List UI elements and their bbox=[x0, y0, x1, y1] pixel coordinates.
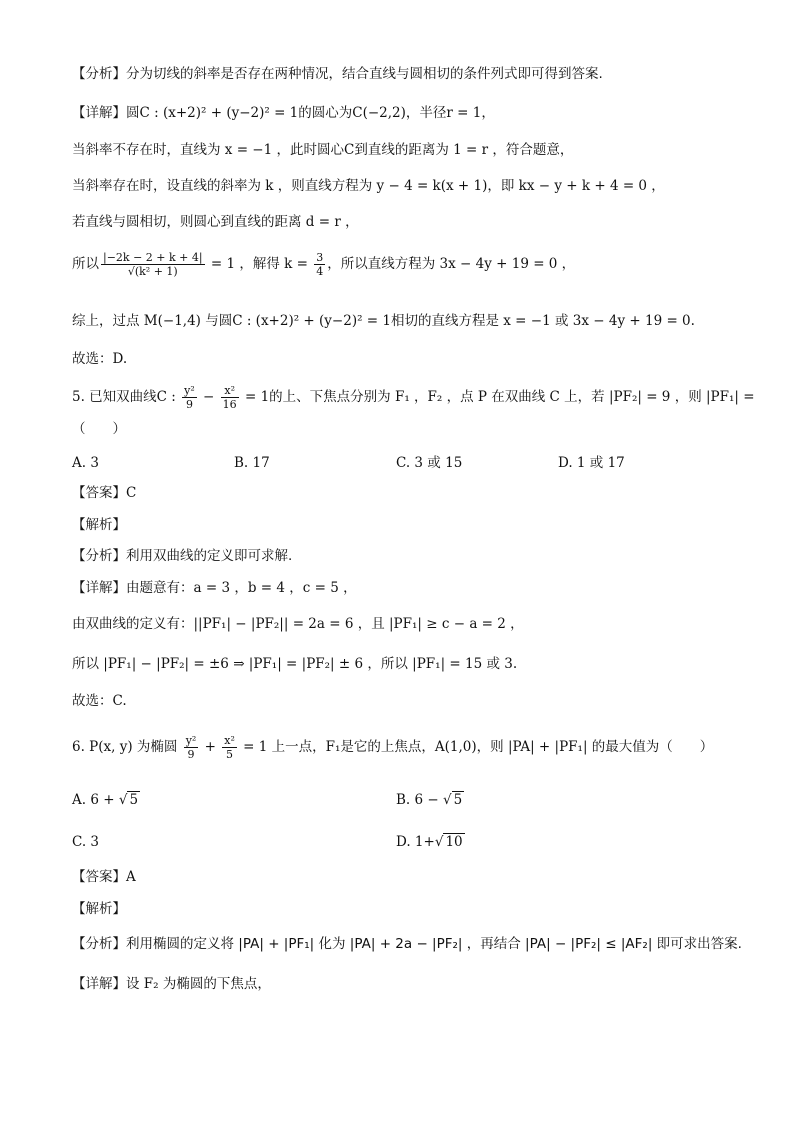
formula-line bbox=[72, 251, 575, 278]
text-line: 综上，过点 M(−1,4) 与圆C : (x+2)² + (y−2)² = 1相切的直线方程是 x = −1 或 3x − 4y + 19 = 0. bbox=[72, 313, 695, 329]
text-line: 故选：D. bbox=[72, 351, 128, 367]
solution-heading: 【解析】 bbox=[72, 901, 126, 917]
fraction-numerator: x² bbox=[221, 384, 239, 398]
analysis-line bbox=[72, 64, 603, 84]
text-fragment: = 1 上一点，F₁是它的上焦点，A(1,0)，则 |PA| + |PF₁| 的最大值为（ ） bbox=[238, 739, 714, 755]
text-line: 由双曲线的定义有：||PF₁| − |PF₂|| = 2a = 6 ，且 |PF₁| ≥ c − a = 2 ， bbox=[72, 616, 524, 632]
analysis-line bbox=[72, 546, 292, 566]
fraction-denominator: 16 bbox=[222, 398, 237, 411]
detail-line bbox=[72, 103, 495, 123]
fraction-denominator: 5 bbox=[226, 748, 234, 761]
option-a: A. 6 + √ 5 bbox=[72, 792, 139, 808]
analysis-text: 利用椭圆的定义将 |PA| + |PF₁| 化为 |PA| + 2a − |PF₂| ，再结合 |PA| − |PF₂| ≤ |AF₂| 即可求出答案. bbox=[126, 936, 742, 952]
option-a-text: A. 6 + bbox=[72, 792, 119, 808]
fraction bbox=[182, 384, 197, 411]
analysis-text: 利用双曲线的定义即可求解. bbox=[126, 548, 293, 564]
option-a: A. 3 bbox=[72, 455, 99, 471]
question-5-stem bbox=[72, 384, 755, 411]
text-line: 所以 |PF₁| − |PF₂| = ±6 ⇒ |PF₁| = |PF₂| ± 6 ，所以 |PF₁| = 15 或 3. bbox=[72, 656, 518, 672]
answer-tag: 【答案】 bbox=[72, 485, 126, 501]
fraction-numerator: 3 bbox=[316, 251, 324, 264]
detail-text: 设 F₂ 为椭圆的下焦点， bbox=[126, 976, 271, 992]
analysis-tag: 【分析】 bbox=[72, 66, 126, 82]
fraction-denominator: 9 bbox=[187, 748, 195, 761]
option-b-text: B. 6 − bbox=[396, 792, 443, 808]
option-d-text: D. 1+ bbox=[396, 834, 435, 850]
fraction-numerator: |−2k − 2 + k + 4| bbox=[103, 251, 203, 264]
detail-tag: 【详解】 bbox=[72, 580, 126, 596]
detail-text: 圆C : (x+2)² + (y−2)² = 1的圆心为C(−2,2)，半径r = 1， bbox=[126, 105, 495, 121]
detail-text: 由题意有：a = 3 ，b = 4 ，c = 5 ， bbox=[126, 580, 357, 596]
analysis-text: 分为切线的斜率是否存在两种情况，结合直线与圆相切的条件列式即可得到答案. bbox=[126, 66, 603, 82]
radicand: 10 bbox=[445, 834, 463, 850]
analysis-tag: 【分析】 bbox=[72, 936, 126, 952]
detail-line bbox=[72, 974, 271, 994]
text-fragment: 5. 已知双曲线C : bbox=[72, 389, 181, 405]
text-fragment: − bbox=[198, 389, 219, 405]
fraction bbox=[184, 734, 199, 761]
question-6-stem bbox=[72, 734, 713, 761]
text-line: 若直线与圆相切，则圆心到直线的距离 d = r ， bbox=[72, 214, 359, 230]
option-c: C. 3 或 15 bbox=[396, 455, 463, 471]
answer-tag: 【答案】 bbox=[72, 869, 126, 885]
fraction-denominator: 4 bbox=[316, 265, 324, 278]
option-d: D. 1 或 17 bbox=[558, 455, 625, 471]
option-c: C. 3 bbox=[72, 834, 100, 850]
fraction bbox=[221, 384, 239, 411]
option-b: B. 17 bbox=[234, 455, 270, 471]
fraction bbox=[314, 251, 325, 278]
analysis-line bbox=[72, 934, 742, 954]
fraction-numerator: x² bbox=[224, 734, 235, 747]
fraction-numerator: y² bbox=[185, 734, 197, 747]
answer-value: A bbox=[126, 869, 136, 885]
fraction-denominator: √(k² + 1) bbox=[127, 265, 178, 278]
answer-line bbox=[72, 867, 136, 887]
option-d: D. 1+√ 10 bbox=[396, 834, 463, 850]
text-fragment: = 1 ，解得 k = bbox=[206, 256, 313, 272]
text-line: 当斜率存在时，设直线的斜率为 k ，则直线方程为 y − 4 = k(x + 1)，即 kx − y + k + 4 = 0 ， bbox=[72, 178, 665, 194]
detail-tag: 【详解】 bbox=[72, 105, 126, 121]
fraction bbox=[101, 251, 205, 278]
fraction-numerator: y² bbox=[184, 384, 195, 397]
detail-tag: 【详解】 bbox=[72, 976, 126, 992]
option-b: B. 6 − √ 5 bbox=[396, 792, 463, 808]
detail-line bbox=[72, 578, 357, 598]
analysis-tag: 【分析】 bbox=[72, 548, 126, 564]
solution-heading: 【解析】 bbox=[72, 517, 126, 533]
text-fragment: 所以 bbox=[72, 256, 99, 272]
text-fragment: ，所以直线方程为 3x − 4y + 19 = 0 ， bbox=[327, 256, 576, 272]
text-fragment: 6. P(x, y) 为椭圆 bbox=[72, 739, 182, 755]
answer-value: C bbox=[126, 485, 137, 501]
question-5-paren: （ ） bbox=[72, 421, 126, 437]
radicand: 5 bbox=[129, 792, 139, 808]
text-fragment: + bbox=[200, 739, 221, 755]
fraction-denominator: 9 bbox=[185, 398, 193, 411]
text-line: 当斜率不存在时，直线为 x = −1 ，此时圆心C到直线的距离为 1 = r ，符合题意， bbox=[72, 142, 574, 158]
text-line: 故选：C. bbox=[72, 693, 127, 709]
fraction bbox=[222, 734, 237, 761]
text-fragment: = 1的上、下焦点分别为 F₁ ，F₂ ，点 P 在双曲线 C 上，若 |PF₂| = 9 ，则 |PF₁| = bbox=[240, 389, 755, 405]
radicand: 5 bbox=[453, 792, 463, 808]
answer-line bbox=[72, 483, 136, 503]
